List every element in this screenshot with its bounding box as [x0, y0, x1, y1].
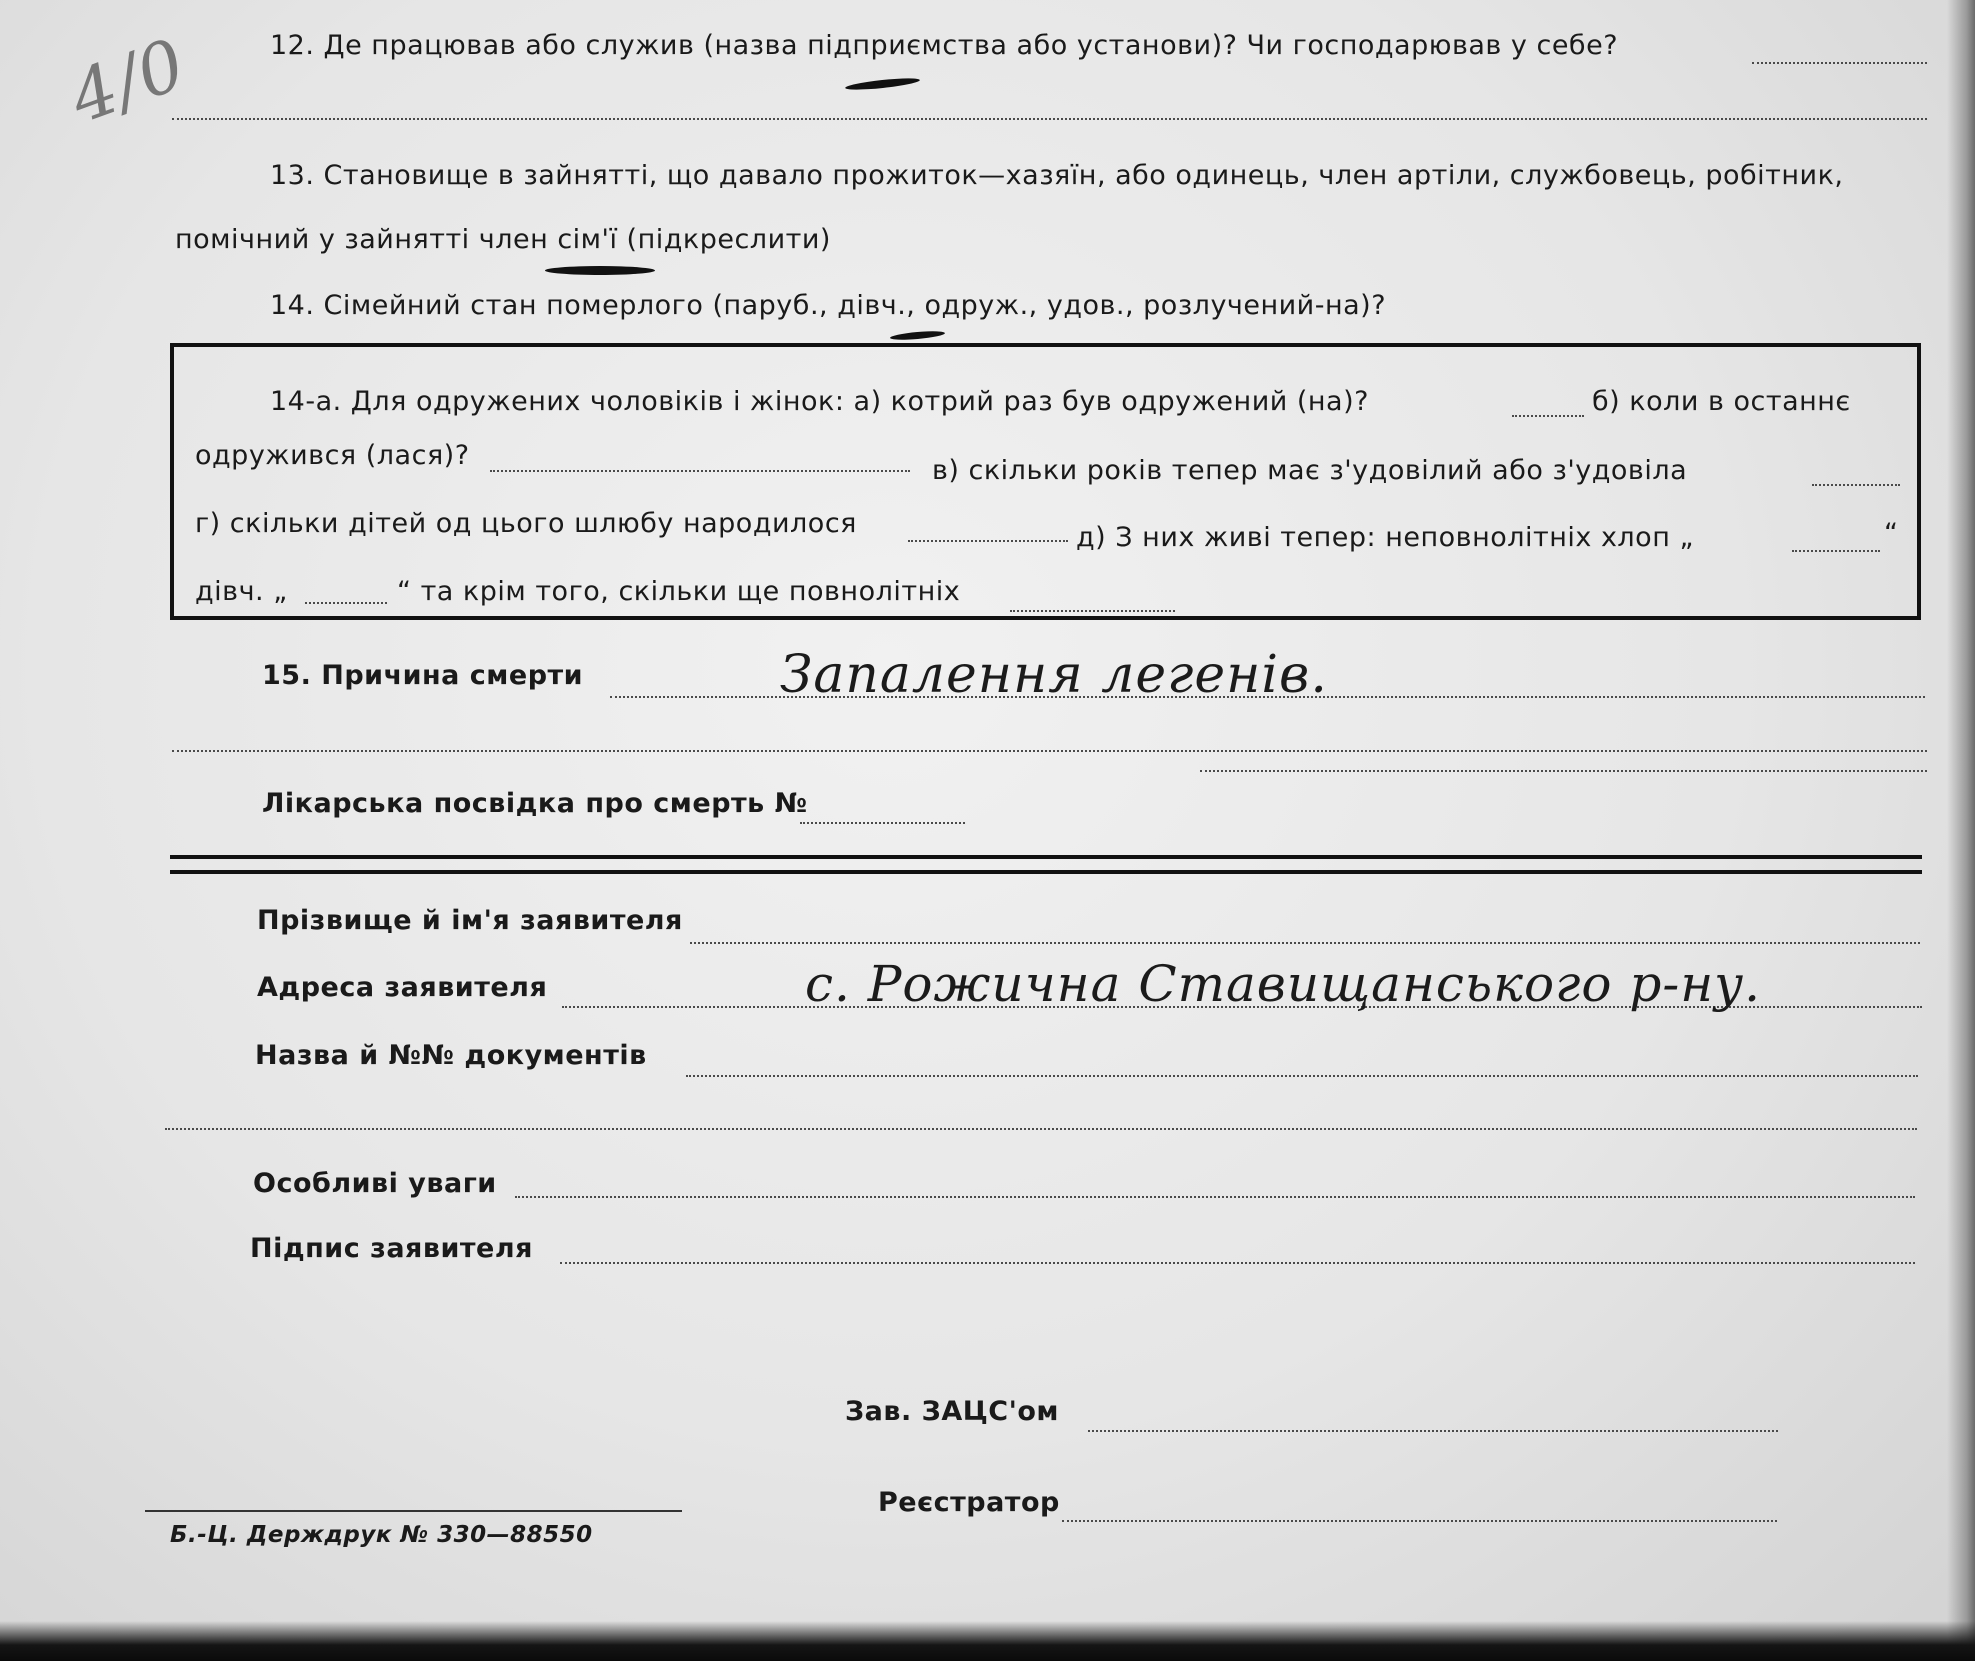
question-14a-line2-a: одружився (лася)?	[195, 440, 470, 471]
question-14: 14. Сімейний стан померлого (паруб., дівч., одруж., удов., розлучений-на)?	[270, 290, 1387, 321]
medical-certificate: Лікарська посвідка про смерть №	[262, 788, 808, 819]
question-14a-line2-b: в) скільки років тепер має з'удовілий або з'удовіла	[932, 455, 1688, 486]
dotted-line	[1088, 1430, 1778, 1432]
dotted-line	[172, 118, 1927, 120]
question-13-line2: помічний у зайнятті член сім'ї (підкреслити)	[175, 224, 831, 255]
address-handwriting: с. Рожична Ставищанського р-ну.	[805, 955, 1762, 1013]
head-zags-label: Зав. ЗАЦС'ом	[845, 1396, 1059, 1427]
underline-stroke	[845, 76, 920, 92]
dotted-line	[1752, 62, 1927, 64]
question-14a-line3-b: д) З них живі тепер: неповнолітніх хлоп „	[1076, 522, 1694, 553]
question-14a-line3-a: г) скільки дітей од цього шлюбу народилося	[195, 508, 857, 539]
page-bottom-edge	[0, 1621, 1975, 1661]
divider	[170, 870, 1922, 874]
dotted-line	[560, 1262, 1915, 1264]
question-14a-line4-b: “ та крім того, скільки ще повнолітніх	[397, 576, 961, 607]
dotted-line	[690, 942, 1920, 944]
dotted-line	[515, 1196, 1915, 1198]
dotted-line	[490, 470, 910, 472]
printer-rule	[145, 1510, 682, 1512]
dotted-line	[800, 822, 965, 824]
page-edge-shadow	[1947, 0, 1975, 1661]
applicant-name-label: Прізвище й ім'я заявителя	[257, 905, 683, 936]
dotted-line	[908, 540, 1068, 542]
divider	[170, 855, 1922, 859]
dotted-line	[1512, 415, 1584, 417]
remarks-label: Особливі уваги	[253, 1168, 497, 1199]
dotted-line	[1010, 610, 1175, 612]
signature-label: Підпис заявителя	[250, 1233, 533, 1264]
question-14a-line1-b: б) коли в останнє	[1592, 386, 1851, 417]
cause-of-death-handwriting: Запалення легенів.	[780, 645, 1328, 705]
documents-label: Назва й №№ документів	[255, 1040, 647, 1071]
underline-stroke	[545, 266, 655, 275]
question-14a-line4-a: дівч. „	[195, 576, 288, 607]
underline-stroke	[890, 330, 945, 342]
printer-imprint: Б.-Ц. Держдрук № 330—88550	[170, 1522, 593, 1548]
question-14a-line1-a: 14-а. Для одружених чоловіків і жінок: а) котрий раз був одружений (на)?	[270, 386, 1369, 417]
dotted-line	[1062, 1520, 1777, 1522]
dotted-line	[1812, 484, 1900, 486]
question-12: 12. Де працював або служив (назва підприємства або установи)? Чи господарював у себе?	[270, 30, 1619, 61]
dotted-line	[165, 1128, 1917, 1130]
dotted-line	[686, 1075, 1918, 1077]
registrar-label: Реєстратор	[878, 1487, 1060, 1518]
dotted-line	[172, 750, 1927, 752]
question-14a-line3-c: “	[1884, 518, 1899, 549]
dotted-line	[1200, 770, 1927, 772]
dotted-line	[1792, 550, 1880, 552]
applicant-address-label: Адреса заявителя	[257, 972, 548, 1003]
dotted-line	[305, 602, 387, 604]
question-13-line1: 13. Становище в зайнятті, що давало прожиток—хазяїн, або одинець, член артіли, службовець, робітник,	[270, 160, 1844, 191]
question-15: 15. Причина смерти	[262, 660, 584, 691]
margin-note: 4/0	[59, 22, 197, 140]
